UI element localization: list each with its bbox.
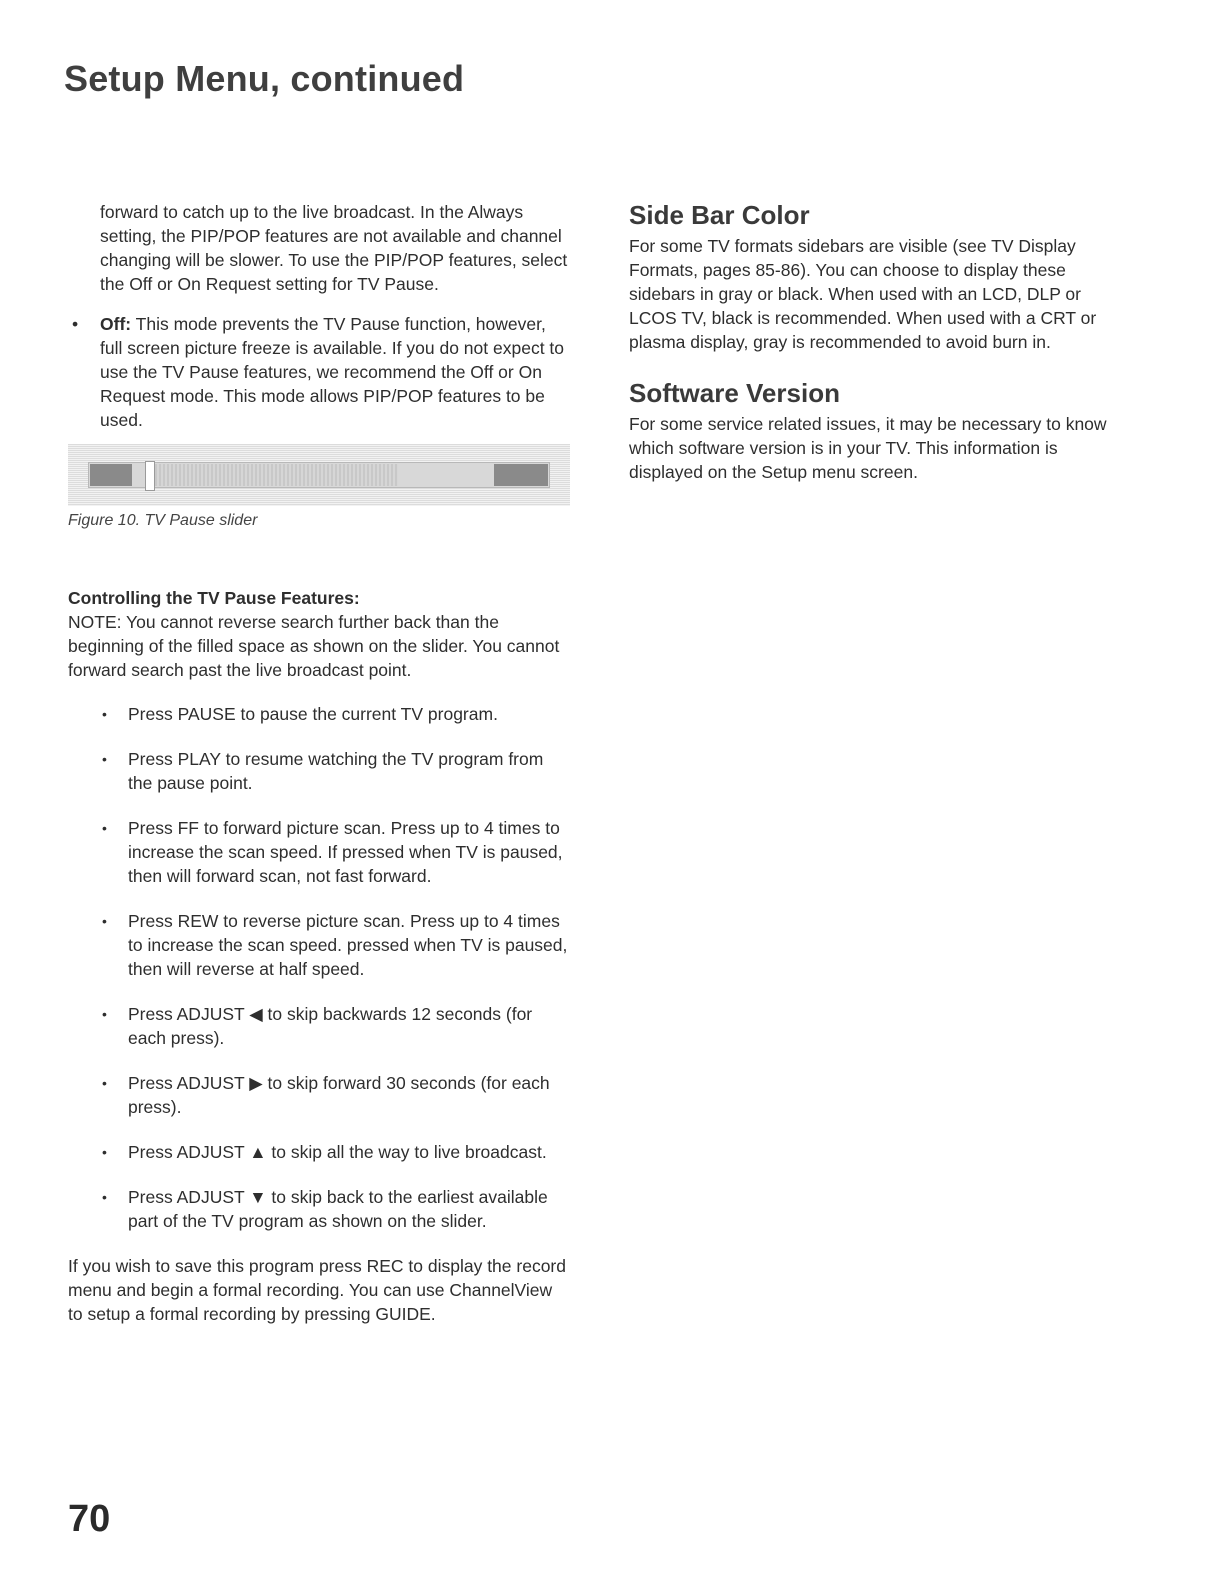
list-item-text: Press PLAY to resume watching the TV program from the pause point. [128, 749, 544, 793]
side-bar-color-heading: Side Bar Color [629, 200, 810, 230]
left-column [68, 200, 568, 1326]
controls-heading: Controlling the TV Pause Features: [68, 588, 360, 608]
list-item [102, 1140, 568, 1164]
list-item-text: Press ADJUST ▲ to skip all the way to live broadcast. [128, 1142, 547, 1162]
list-item [102, 1071, 568, 1119]
list-item-text: Press ADJUST ▶ to skip forward 30 seconds (for each press). [128, 1073, 550, 1117]
note-paragraph: NOTE: You cannot reverse search further back than the beginning of the filled space as shown on the slider. You cannot forward search past the live broadcast point. [68, 612, 560, 680]
list-item-text: Press ADJUST ▼ to skip back to the earliest available part of the TV program as shown on the slider. [128, 1187, 548, 1231]
slider-live-label [494, 464, 548, 486]
list-item [102, 909, 568, 981]
list-item [102, 1185, 568, 1233]
controls-list [68, 702, 568, 1233]
list-item-text: Press ADJUST ◀ to skip backwards 12 seconds (for each press). [128, 1004, 533, 1048]
slider-filled-space [155, 464, 398, 486]
bullet-icon: • [102, 1006, 107, 1022]
list-item [102, 747, 568, 795]
software-version-heading: Software Version [629, 378, 840, 408]
intro-paragraph: forward to catch up to the live broadcast. In the Always setting, the PIP/POP features are not available and channel changing will be slower. To use the PIP/POP features, select the Off or On Request setting for TV Pause. [100, 202, 568, 294]
off-bullet [72, 312, 568, 432]
list-item-text: Press PAUSE to pause the current TV program. [128, 704, 498, 724]
list-item-text: Press REW to reverse picture scan. Press up to 4 times to increase the scan speed. pressed when TV is paused, then will reverse at half speed. [128, 911, 568, 979]
tv-pause-slider-figure [68, 444, 570, 506]
right-column [629, 200, 1109, 484]
list-item [102, 702, 568, 726]
list-item [102, 816, 568, 888]
bullet-icon: • [102, 820, 107, 836]
slider-start-label [90, 464, 132, 486]
bullet-icon: • [102, 1144, 107, 1160]
page-title: Setup Menu, continued [64, 58, 465, 99]
bullet-icon: • [102, 913, 107, 929]
page-number: 70 [68, 1498, 111, 1540]
figure-caption: Figure 10. TV Pause slider [68, 512, 258, 529]
bullet-icon: • [102, 706, 107, 722]
bullet-icon: • [102, 751, 107, 767]
bullet-icon: • [72, 314, 79, 334]
off-label: Off: [100, 314, 132, 334]
bullet-icon: • [102, 1075, 107, 1091]
closing-paragraph: If you wish to save this program press REC to display the record menu and begin a formal recording. You can use ChannelView to setup a formal recording by pressing GUIDE. [68, 1256, 566, 1324]
list-item-text: Press FF to forward picture scan. Press up to 4 times to increase the scan speed. If pressed when TV is paused, then will forward scan, not fast forward. [128, 818, 563, 886]
off-text: This mode prevents the TV Pause function, however, full screen picture freeze is available. If you do not expect to use the TV Pause features, we recommend the Off or On Request mode. This mode allows PIP/POP features to be used. [100, 314, 565, 430]
software-version-text: For some service related issues, it may be necessary to know which software version is in your TV. This information is displayed on the Setup menu screen. [629, 414, 1107, 482]
bullet-icon: • [102, 1189, 107, 1205]
side-bar-color-text: For some TV formats sidebars are visible (see TV Display Formats, pages 85-86). You can choose to display these sidebars in gray or black. When used with an LCD, DLP or LCOS TV, black is recommended. When used with a CRT or plasma display, gray is recommended to avoid burn in. [629, 236, 1097, 352]
slider-thumb [145, 461, 155, 491]
list-item [102, 1002, 568, 1050]
tv-pause-slider [88, 462, 550, 488]
